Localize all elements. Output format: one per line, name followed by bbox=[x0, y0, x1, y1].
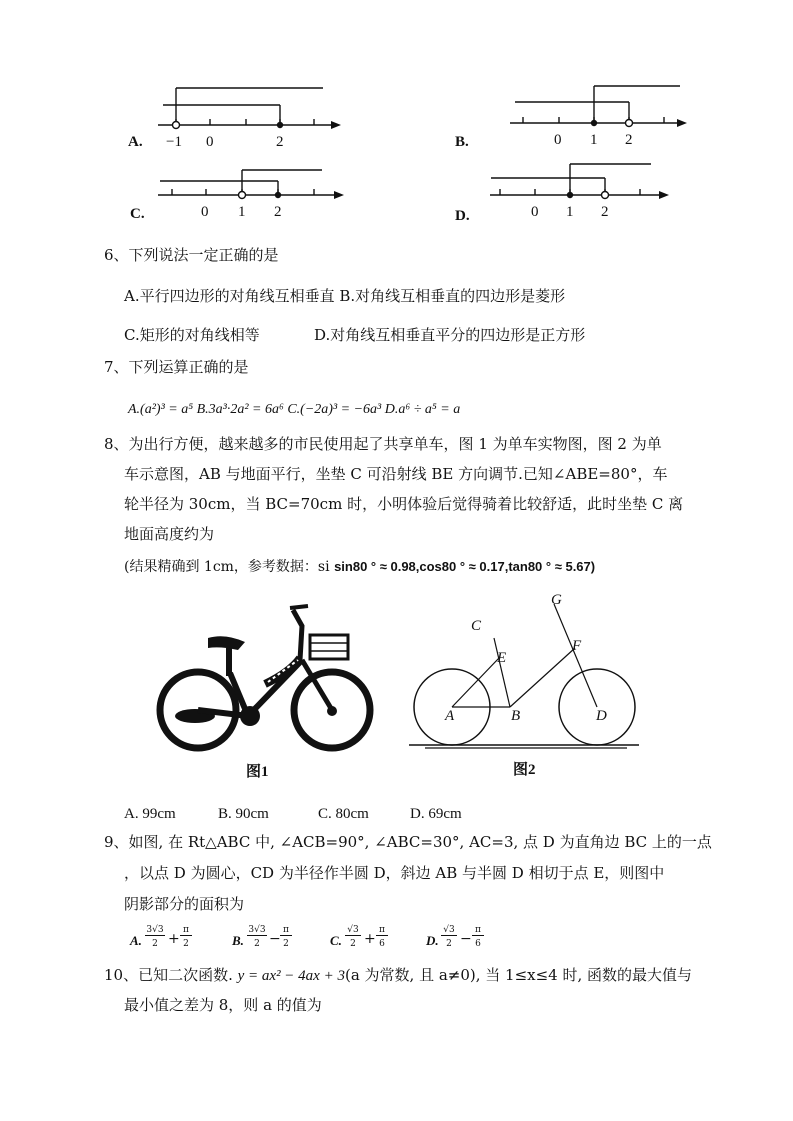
q9-line2: ，以点 D 为圆心，CD 为半径作半圆 D，斜边 AB 与半圆 D 相切于点 E，则图中 bbox=[124, 864, 665, 882]
q6-option-d: D.对角线互相垂直平分的四边形是正方形 bbox=[314, 326, 586, 344]
bicycle-photo-icon bbox=[150, 598, 385, 758]
bicycle-diagram bbox=[405, 590, 645, 758]
q6-option-c: C.矩形的对角线相等 bbox=[124, 326, 260, 344]
q9-line3: 阴影部分的面积为 bbox=[124, 895, 245, 913]
numerator: π bbox=[472, 925, 484, 936]
number-line-c bbox=[128, 162, 358, 232]
operator: + bbox=[168, 931, 180, 947]
operator: − bbox=[460, 931, 472, 947]
q10-suffix: (a 为常数, 且 a≠0), 当 1≤x≤4 时, 函数的最大值与 bbox=[344, 966, 693, 984]
number-line-a bbox=[128, 78, 358, 154]
q5-option-d bbox=[455, 158, 695, 232]
option-letter: C. bbox=[130, 206, 145, 222]
q8-note-values: sin80 ° ≈ 0.98,cos80 ° ≈ 0.17,tan80 ° ≈ 5.67) bbox=[334, 559, 596, 574]
figure-1-caption: 图1 bbox=[246, 764, 269, 780]
denominator: 2 bbox=[183, 939, 189, 949]
tick-label: 0 bbox=[554, 132, 562, 148]
denominator: 2 bbox=[152, 939, 158, 949]
denominator: 2 bbox=[350, 939, 356, 949]
q6-options-line1: A.平行四边形的对角线互相垂直 B.对角线互相垂直的四边形是菱形 bbox=[124, 287, 566, 305]
q8-line4: 地面高度约为 bbox=[124, 525, 215, 543]
numerator: π bbox=[280, 925, 292, 936]
q10-line1 bbox=[104, 965, 692, 986]
q10-formula: y = ax² − 4ax + 3 bbox=[237, 968, 345, 984]
option-letter: C. bbox=[330, 933, 342, 948]
tick-label: −1 bbox=[166, 134, 182, 150]
q8-choice-d: D. 69cm bbox=[410, 806, 462, 822]
bicycle-diagram-figure bbox=[405, 590, 645, 788]
tick-label: 0 bbox=[531, 204, 539, 220]
q5-option-b bbox=[455, 78, 695, 154]
q6-stem: 6、下列说法一定正确的是 bbox=[104, 246, 279, 264]
denominator: 2 bbox=[283, 939, 289, 949]
point-label-a: A bbox=[445, 708, 455, 724]
tick-label: 1 bbox=[566, 204, 574, 220]
q8-line2: 车示意图，AB 与地面平行，坐垫 C 可沿射线 BE 方向调节.已知∠ABE=80°，车 bbox=[124, 465, 668, 483]
q10-prefix: 10、已知二次函数. bbox=[104, 966, 238, 984]
tick-label: 2 bbox=[276, 134, 284, 150]
option-letter: B. bbox=[455, 134, 469, 150]
tick-label: 2 bbox=[625, 132, 633, 148]
numerator: √3 bbox=[441, 925, 457, 936]
operator: − bbox=[269, 931, 281, 947]
point-label-g: G bbox=[551, 592, 562, 608]
q5-option-c bbox=[128, 162, 358, 232]
q8-note-prefix: (结果精确到 1cm，参考数据：si bbox=[124, 559, 335, 575]
numerator: π bbox=[376, 925, 388, 936]
q7-stem: 7、下列运算正确的是 bbox=[104, 358, 249, 376]
number-line-b bbox=[455, 78, 695, 154]
q5-option-a bbox=[128, 78, 358, 154]
option-letter: D. bbox=[426, 933, 439, 948]
denominator: 2 bbox=[254, 939, 260, 949]
q9-line1: 9、如图, 在 Rt△ABC 中, ∠ACB=90°, ∠ABC=30°, AC=3, 点 D 为直角边 BC 上的一点 bbox=[104, 833, 712, 851]
tick-label: 0 bbox=[201, 204, 209, 220]
numerator: π bbox=[180, 925, 192, 936]
tick-label: 0 bbox=[206, 134, 214, 150]
q7-options: A.(a²)³ = a⁵ B.3a³·2a² = 6a⁶ C.(−2a)³ = −6a³ D.a⁶ ÷ a⁵ = a bbox=[128, 402, 461, 417]
option-letter: B. bbox=[232, 933, 244, 948]
operator: + bbox=[364, 931, 376, 947]
tick-label: 1 bbox=[238, 204, 246, 220]
point-label-c: C bbox=[471, 618, 482, 634]
q10-line2: 最小值之差为 8，则 a 的值为 bbox=[124, 996, 322, 1014]
point-label-d: D bbox=[596, 708, 607, 724]
number-line-d bbox=[455, 158, 695, 232]
bicycle-photo-figure bbox=[150, 598, 385, 788]
q8-line1: 8、为出行方便，越来越多的市民使用起了共享单车，图 1 为单车实物图，图 2 为单 bbox=[104, 435, 662, 453]
denominator: 2 bbox=[446, 939, 452, 949]
numerator: 3√3 bbox=[146, 925, 164, 935]
q8-line3: 轮半径为 30cm，当 BC=70cm 时，小明体验后觉得骑着比较舒适，此时坐垫 C 离 bbox=[124, 495, 684, 513]
point-label-f: F bbox=[572, 638, 582, 654]
option-letter: A. bbox=[128, 134, 143, 150]
q8-choice-c: C. 80cm bbox=[318, 806, 369, 822]
denominator: 6 bbox=[475, 939, 481, 949]
option-letter: D. bbox=[455, 208, 470, 224]
tick-label: 2 bbox=[601, 204, 609, 220]
numerator: 3√3 bbox=[248, 925, 266, 935]
tick-label: 1 bbox=[590, 132, 598, 148]
tick-label: 2 bbox=[274, 204, 282, 220]
q8-choice-a: A. 99cm bbox=[124, 806, 176, 822]
point-label-b: B bbox=[511, 708, 521, 724]
q8-note bbox=[124, 557, 595, 577]
numerator: √3 bbox=[345, 925, 361, 936]
q8-choice-b: B. 90cm bbox=[218, 806, 269, 822]
denominator: 6 bbox=[379, 939, 385, 949]
figure-2-caption: 图2 bbox=[513, 762, 536, 778]
point-label-e: E bbox=[497, 650, 507, 666]
option-letter: A. bbox=[130, 933, 142, 948]
